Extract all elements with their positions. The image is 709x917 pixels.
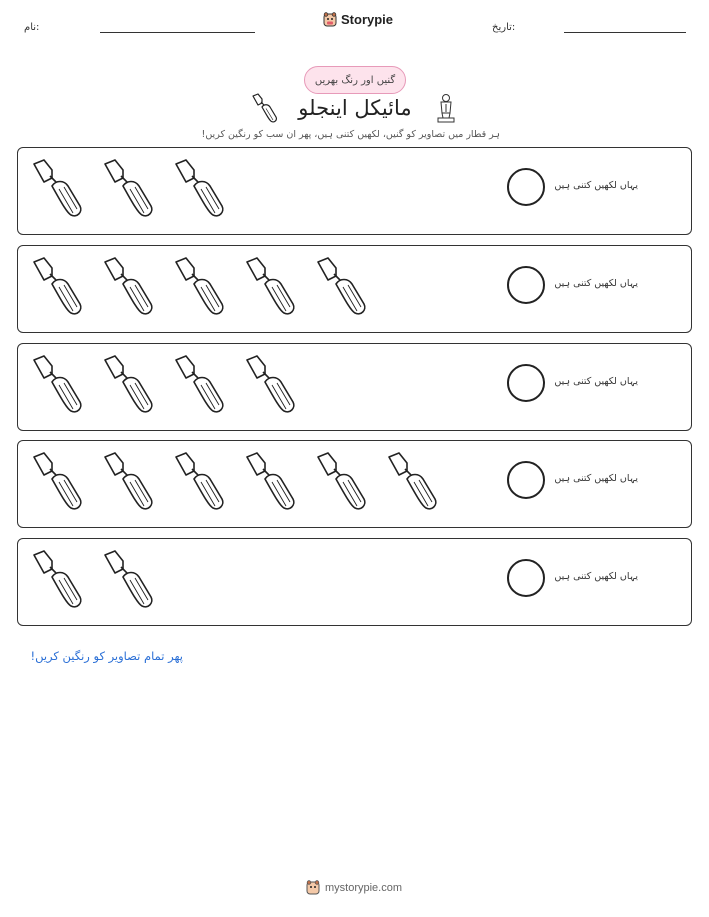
chisel-icon[interactable]	[385, 449, 441, 513]
chisel-icon[interactable]	[30, 254, 86, 318]
chisel-icon[interactable]	[172, 352, 228, 416]
site-url: mystorypie.com	[325, 881, 403, 894]
chisel-icon[interactable]	[101, 254, 157, 318]
chisel-icon[interactable]	[172, 449, 228, 513]
chisel-icon[interactable]	[101, 449, 157, 513]
chisel-icon	[250, 92, 280, 124]
answer-circle[interactable]	[507, 168, 545, 206]
chisel-icon[interactable]	[101, 352, 157, 416]
row-prompt: یہاں لکھیں کتنی ہیں	[554, 180, 638, 191]
count-row	[17, 440, 692, 528]
count-row	[17, 245, 692, 333]
count-row	[17, 343, 692, 431]
chisel-icon[interactable]	[314, 449, 370, 513]
answer-circle[interactable]	[507, 461, 545, 499]
activity-badge: گنیں اور رنگ بھریں	[304, 66, 406, 94]
storypie-mascot-icon	[323, 12, 337, 27]
chisel-icon[interactable]	[30, 449, 86, 513]
row-prompt: یہاں لکھیں کتنی ہیں	[554, 571, 638, 582]
answer-circle[interactable]	[507, 364, 545, 402]
chisel-icon[interactable]	[172, 156, 228, 220]
date-line[interactable]	[564, 32, 686, 33]
page-title: مائیکل اینجلو	[298, 96, 412, 120]
storypie-mascot-icon	[306, 880, 320, 895]
count-row	[17, 538, 692, 626]
chisel-icon[interactable]	[243, 254, 299, 318]
name-line[interactable]	[100, 32, 255, 33]
chisel-icon[interactable]	[243, 449, 299, 513]
count-row	[17, 147, 692, 235]
chisel-icon[interactable]	[172, 254, 228, 318]
row-prompt: یہاں لکھیں کتنی ہیں	[554, 376, 638, 387]
chisel-icon[interactable]	[243, 352, 299, 416]
instructions: ہر قطار میں تصاویر کو گنیں، لکھیں کتنی ہیں، پھر ان سب کو رنگین کریں!	[201, 129, 500, 140]
row-prompt: یہاں لکھیں کتنی ہیں	[554, 278, 638, 289]
answer-circle[interactable]	[507, 559, 545, 597]
chisel-icon[interactable]	[101, 547, 157, 611]
chisel-icon[interactable]	[30, 547, 86, 611]
storypie-logo	[323, 12, 393, 27]
row-prompt: یہاں لکھیں کتنی ہیں	[554, 473, 638, 484]
chisel-icon[interactable]	[30, 352, 86, 416]
footer-note: پھر تمام تصاویر کو رنگین کریں!	[30, 649, 183, 663]
date-label: تاریخ:	[492, 22, 516, 33]
name-label: نام:	[24, 22, 40, 33]
chisel-icon[interactable]	[30, 156, 86, 220]
brand-name: Storypie	[341, 12, 394, 27]
chisel-icon[interactable]	[101, 156, 157, 220]
statue-icon	[436, 93, 456, 123]
site-footer	[306, 880, 402, 895]
answer-circle[interactable]	[507, 266, 545, 304]
chisel-icon[interactable]	[314, 254, 370, 318]
